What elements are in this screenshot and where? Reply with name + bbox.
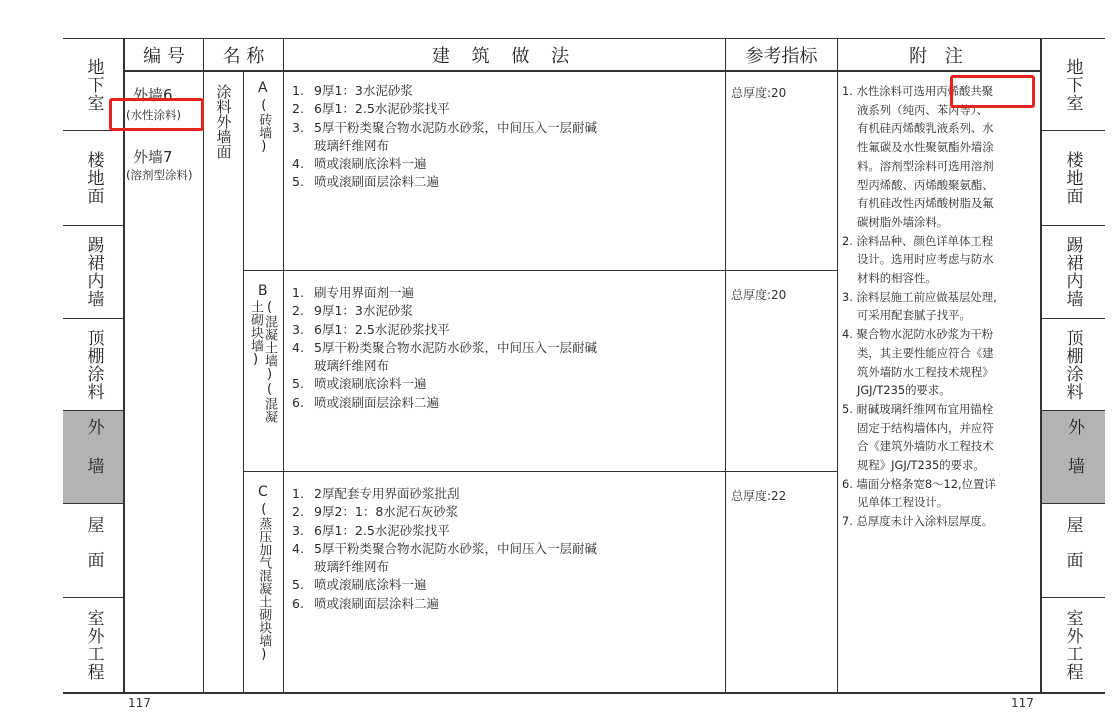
col-divider-name <box>243 70 244 693</box>
step-row: 4. 5厚干粉类聚合物水泥防水砂浆，中间压入一层耐碱 <box>292 540 597 556</box>
note-item: 4. 聚合物水泥防水砂浆为干粉 类，其主要性能应符合《建 筑外墙防水工程技术规程》 JGJ/T235的要求。 <box>842 327 994 398</box>
variant-letter-a: A <box>258 80 268 96</box>
step-continuation: 玻璃纤维网布 <box>314 137 390 153</box>
thickness-c: 总厚度:22 <box>731 489 787 503</box>
step-row: 1. 刷专用界面剂一遍 <box>292 285 415 300</box>
header-code: 编 号 <box>143 46 185 67</box>
note-item: 5. 耐碱玻璃纤维网布宜用锚栓 固定于结构墙体内，并应符 合《建筑外墙防水工程技术 规程》JGJ/T235的要求。 <box>842 401 994 473</box>
left-tab-outdoor[interactable]: 室外工程 <box>83 609 104 681</box>
row-divider-bc <box>243 471 837 472</box>
note-item: 6. 墙面分格条宽8～12,位置详 见单体工程设计。 <box>842 476 996 510</box>
highlight-box-subtitle <box>109 98 204 131</box>
steps-a <box>292 82 597 192</box>
note-item: 2. 涂料品种、颜色详单体工程 设计。选用时应考虑与防水 材料的相容性。 <box>842 233 994 286</box>
col-divider-ref <box>725 38 726 693</box>
variant-substrate-b: (混凝土墙)(混凝土砌块墙) <box>248 300 277 423</box>
header-notes: 附 注 <box>909 46 969 67</box>
left-tab-roof[interactable]: 屋面 <box>83 515 104 586</box>
table-top-border <box>63 38 1105 39</box>
entry-code-2: 外墙7 <box>133 148 173 166</box>
right-tab-basement[interactable]: 地下室 <box>1062 57 1083 112</box>
left-tabs-right-border <box>123 38 125 693</box>
thickness-b: 总厚度:20 <box>731 288 787 302</box>
left-tab-floor[interactable]: 楼地面 <box>83 151 104 205</box>
left-tab-skirting[interactable]: 踢裙内墙 <box>83 236 104 308</box>
header-method: 建 筑 做 法 <box>431 46 578 67</box>
col-divider-method <box>283 38 284 693</box>
step-row: 3. 6厚1：2.5水泥砂浆找平 <box>292 522 450 538</box>
step-row: 6. 喷或滚刷面层涂料二遍 <box>292 394 440 410</box>
variant-letter-c: C <box>258 484 268 500</box>
steps-c <box>292 485 597 613</box>
step-row: 4. 5厚干粉类聚合物水泥防水砂浆，中间压入一层耐碱 <box>292 339 597 355</box>
variant-substrate-a: (砖墙) <box>256 98 272 154</box>
note-item: 3. 涂料层施工前应做基层处理, 可采用配套腻子找平。 <box>842 289 997 323</box>
step-row: 2. 9厚2：1：8水泥石灰砂浆 <box>292 504 459 520</box>
step-row: 1. 9厚1：3水泥砂浆 <box>292 83 413 98</box>
step-row: 2. 9厚1：3水泥砂浆 <box>292 303 413 319</box>
entry-subtitle-2: (溶剂型涂料) <box>126 168 193 182</box>
wall-name: 涂料外墙面 <box>214 84 233 159</box>
right-tab-floor[interactable]: 楼地面 <box>1062 151 1083 205</box>
note-item: 7. 总厚度未计入涂料层厚度。 <box>842 514 994 529</box>
right-tab-roof[interactable]: 屋面 <box>1062 515 1083 586</box>
right-tab-outdoor[interactable]: 室外工程 <box>1062 609 1083 681</box>
step-row: 5. 喷或滚刷底涂料一遍 <box>292 577 427 593</box>
table-bottom-border <box>63 692 1105 694</box>
step-row: 3. 6厚1：2.5水泥砂浆找平 <box>292 321 450 337</box>
step-row: 4. 喷或滚刷底涂料一遍 <box>292 156 427 172</box>
row-divider-ab <box>243 270 837 271</box>
page-number-left: 117 <box>128 696 151 710</box>
step-row: 2. 6厚1：2.5水泥砂浆找平 <box>292 101 450 117</box>
header-name: 名 称 <box>222 46 265 67</box>
step-continuation: 玻璃纤维网布 <box>314 358 390 374</box>
notes-list <box>842 82 1037 531</box>
step-continuation: 玻璃纤维网布 <box>314 559 390 575</box>
header-bottom-border <box>123 70 1040 72</box>
left-tab-basement[interactable]: 地下室 <box>83 57 104 112</box>
step-row: 5. 喷或滚刷底涂料一遍 <box>292 376 427 392</box>
page-number-right: 117 <box>1011 696 1034 710</box>
right-tab-ceiling[interactable]: 顶棚涂料 <box>1062 328 1083 401</box>
variant-substrate-c: (蒸压加气混凝土砌块墙) <box>256 502 272 662</box>
note-item: 1. 水性涂料可选用丙烯酸共聚 液系列（纯丙、苯丙等）、 有机硅丙烯酸乳液系列、水 性氟碳及水性聚氨酯外墙涂 料。溶剂型涂料可选用溶剂 型丙烯酸、丙烯酸聚氨酯、 有机硅改性丙烯酸树脂及氟 碳树脂外墙涂料。 <box>842 84 994 229</box>
entry-subtitle-1: (水性涂料) <box>126 108 181 122</box>
entry-code-1: 外墙6 <box>133 86 173 104</box>
highlight-box-note <box>950 75 1035 108</box>
left-tab-exterior-wall[interactable]: 外墙 <box>63 411 123 503</box>
step-row: 1. 2厚配套专用界面砂浆批刮 <box>292 486 460 501</box>
col-divider-notes <box>837 38 838 693</box>
step-row: 6. 喷或滚刷面层涂料二遍 <box>292 595 440 611</box>
col-divider-code <box>203 38 204 693</box>
step-row: 5. 喷或滚刷面层涂料二遍 <box>292 174 440 190</box>
step-row: 3. 5厚干粉类聚合物水泥防水砂浆，中间压入一层耐碱 <box>292 119 597 135</box>
left-tab-ceiling[interactable]: 顶棚涂料 <box>83 328 104 401</box>
header-ref: 参考指标 <box>745 46 818 67</box>
right-tab-exterior-wall[interactable]: 外墙 <box>1042 411 1105 503</box>
variant-letter-b: B <box>258 283 268 299</box>
thickness-a: 总厚度:20 <box>731 86 787 100</box>
steps-b <box>292 284 597 412</box>
right-tab-skirting[interactable]: 踢裙内墙 <box>1062 236 1083 308</box>
